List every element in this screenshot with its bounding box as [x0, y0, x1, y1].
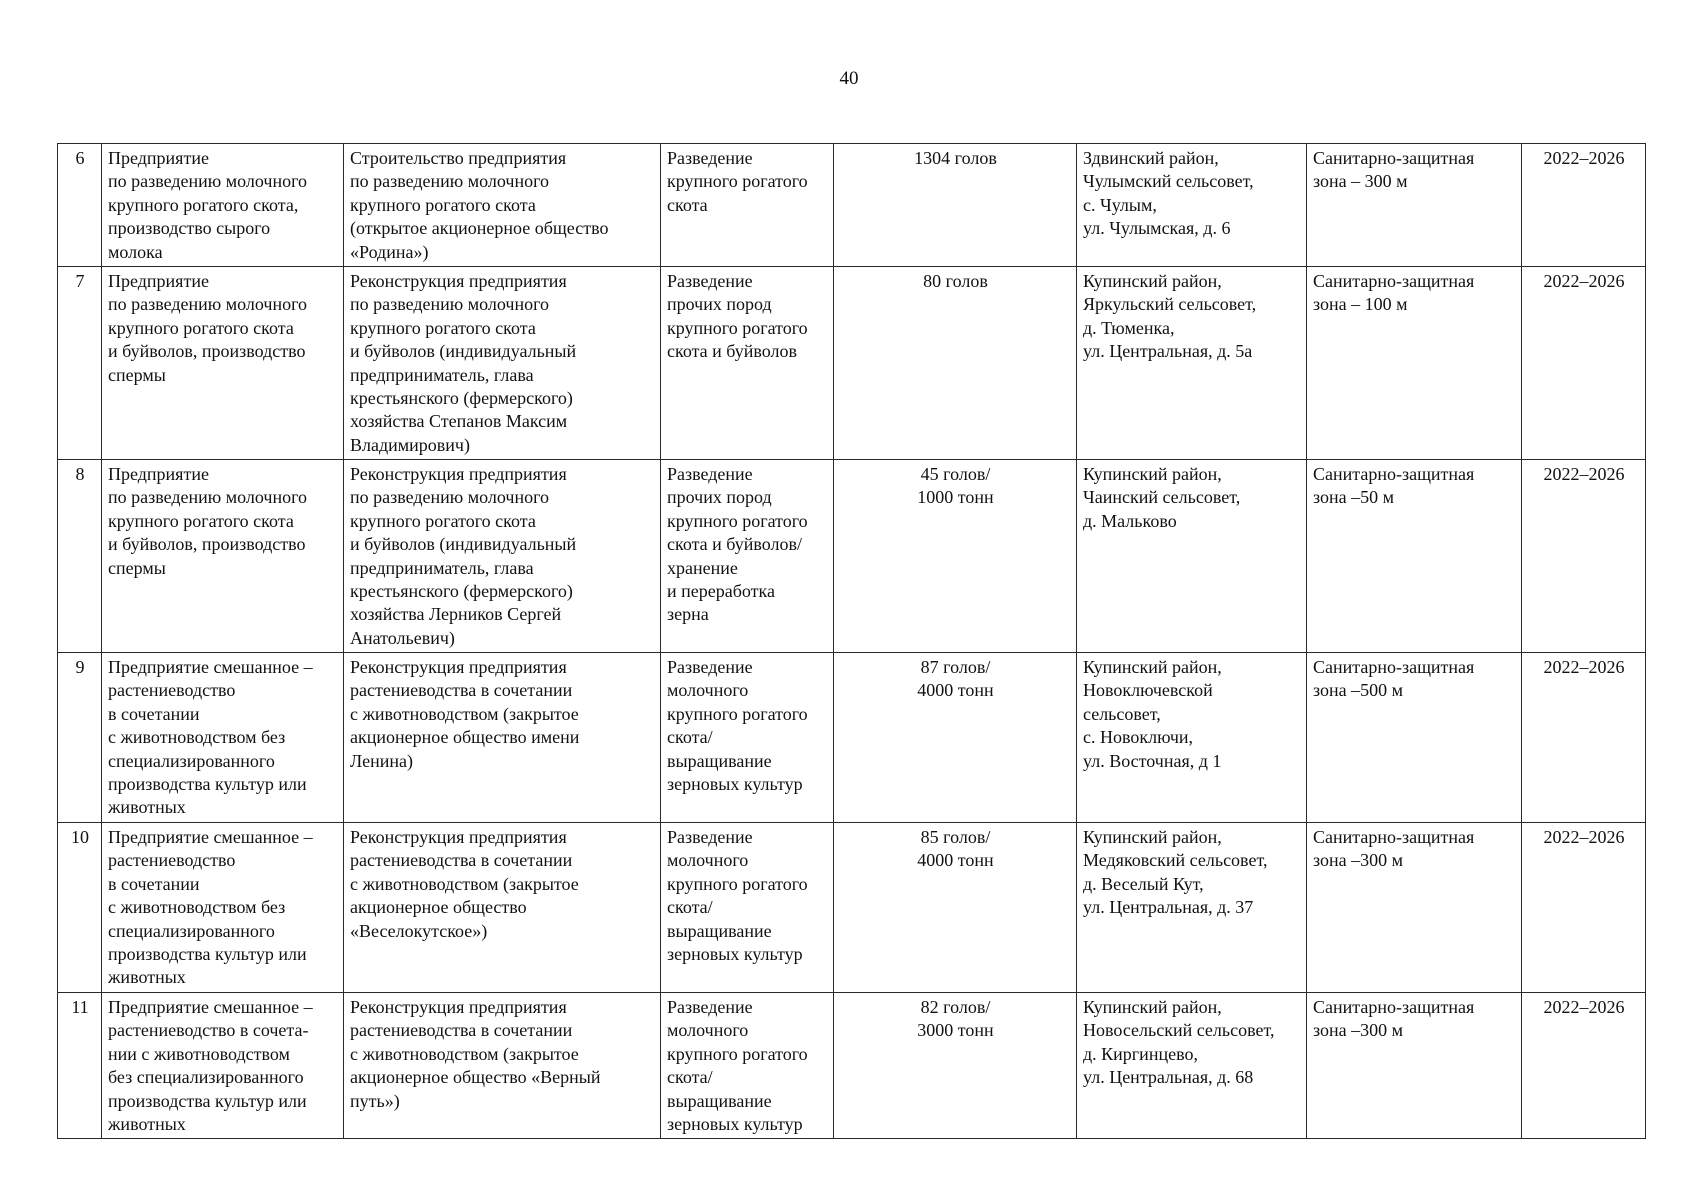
- table-row: [58, 267, 1646, 460]
- object-name: Предприятие смешанное – растениеводство в сочетании с животноводством без специализированного производства культур или животных: [102, 653, 344, 823]
- sanitary-zone: Санитарно-защитная зона –500 м: [1307, 653, 1522, 823]
- capacity: 82 голов/ 3000 тонн: [834, 993, 1077, 1139]
- object-name: Предприятие смешанное – растениеводство в сочетании с животноводством без специализированного производства культур или животных: [102, 823, 344, 993]
- location: Купинский район, Новоключевской сельсовет, с. Новоключи, ул. Восточная, д 1: [1077, 653, 1307, 823]
- project-description: Реконструкция предприятия по разведению молочного крупного рогатого скота и буйволов (индивидуальный предприниматель, глава крестьянского (фермерского) хозяйства Лерников Сергей Анатольевич): [344, 460, 661, 653]
- sanitary-zone: Санитарно-защитная зона –300 м: [1307, 993, 1522, 1139]
- activity-type: Разведение крупного рогатого скота: [661, 144, 834, 267]
- location: Купинский район, Яркульский сельсовет, д. Тюменка, ул. Центральная, д. 5а: [1077, 267, 1307, 460]
- sanitary-zone: Санитарно-защитная зона –50 м: [1307, 460, 1522, 653]
- activity-type: Разведение молочного крупного рогатого скота/ выращивание зерновых культур: [661, 823, 834, 993]
- object-name: Предприятие по разведению молочного крупного рогатого скота, производство сырого молока: [102, 144, 344, 267]
- project-description: Строительство предприятия по разведению молочного крупного рогатого скота (открытое акционерное общество «Родина»): [344, 144, 661, 267]
- capacity: 85 голов/ 4000 тонн: [834, 823, 1077, 993]
- table-row: [58, 144, 1646, 267]
- objects-table: [57, 143, 1646, 1139]
- row-number: 8: [58, 460, 102, 653]
- object-name: Предприятие по разведению молочного крупного рогатого скота и буйволов, производство спермы: [102, 267, 344, 460]
- capacity: 1304 голов: [834, 144, 1077, 267]
- capacity: 87 голов/ 4000 тонн: [834, 653, 1077, 823]
- capacity: 45 голов/ 1000 тонн: [834, 460, 1077, 653]
- implementation-period: 2022–2026: [1522, 653, 1646, 823]
- implementation-period: 2022–2026: [1522, 823, 1646, 993]
- activity-type: Разведение молочного крупного рогатого скота/ выращивание зерновых культур: [661, 993, 834, 1139]
- page-number: 40: [839, 68, 859, 89]
- implementation-period: 2022–2026: [1522, 267, 1646, 460]
- sanitary-zone: Санитарно-защитная зона – 300 м: [1307, 144, 1522, 267]
- location: Купинский район, Медяковский сельсовет, д. Веселый Кут, ул. Центральная, д. 37: [1077, 823, 1307, 993]
- capacity: 80 голов: [834, 267, 1077, 460]
- activity-type: Разведение прочих пород крупного рогатого скота и буйволов: [661, 267, 834, 460]
- location: Купинский район, Чаинский сельсовет, д. Мальково: [1077, 460, 1307, 653]
- project-description: Реконструкция предприятия по разведению молочного крупного рогатого скота и буйволов (индивидуальный предприниматель, глава крестьянского (фермерского) хозяйства Степанов Максим Владимирович): [344, 267, 661, 460]
- table-row: [58, 993, 1646, 1139]
- row-number: 9: [58, 653, 102, 823]
- project-description: Реконструкция предприятия растениеводства в сочетании с животноводством (закрытое акционерное общество имени Ленина): [344, 653, 661, 823]
- location: Здвинский район, Чулымский сельсовет, с. Чулым, ул. Чулымская, д. 6: [1077, 144, 1307, 267]
- project-description: Реконструкция предприятия растениеводства в сочетании с животноводством (закрытое акционерное общество «Верный путь»): [344, 993, 661, 1139]
- sanitary-zone: Санитарно-защитная зона –300 м: [1307, 823, 1522, 993]
- table-row: [58, 653, 1646, 823]
- object-name: Предприятие смешанное – растениеводство в сочета- нии с животноводством без специализированного производства культур или животных: [102, 993, 344, 1139]
- activity-type: Разведение молочного крупного рогатого скота/ выращивание зерновых культур: [661, 653, 834, 823]
- sanitary-zone: Санитарно-защитная зона – 100 м: [1307, 267, 1522, 460]
- row-number: 7: [58, 267, 102, 460]
- location: Купинский район, Новосельский сельсовет, д. Киргинцево, ул. Центральная, д. 68: [1077, 993, 1307, 1139]
- project-description: Реконструкция предприятия растениеводства в сочетании с животноводством (закрытое акционерное общество «Веселокутское»): [344, 823, 661, 993]
- activity-type: Разведение прочих пород крупного рогатого скота и буйволов/ хранение и переработка зерна: [661, 460, 834, 653]
- table-row: [58, 460, 1646, 653]
- implementation-period: 2022–2026: [1522, 460, 1646, 653]
- table-row: [58, 823, 1646, 993]
- object-name: Предприятие по разведению молочного крупного рогатого скота и буйволов, производство спермы: [102, 460, 344, 653]
- row-number: 11: [58, 993, 102, 1139]
- row-number: 10: [58, 823, 102, 993]
- implementation-period: 2022–2026: [1522, 144, 1646, 267]
- row-number: 6: [58, 144, 102, 267]
- implementation-period: 2022–2026: [1522, 993, 1646, 1139]
